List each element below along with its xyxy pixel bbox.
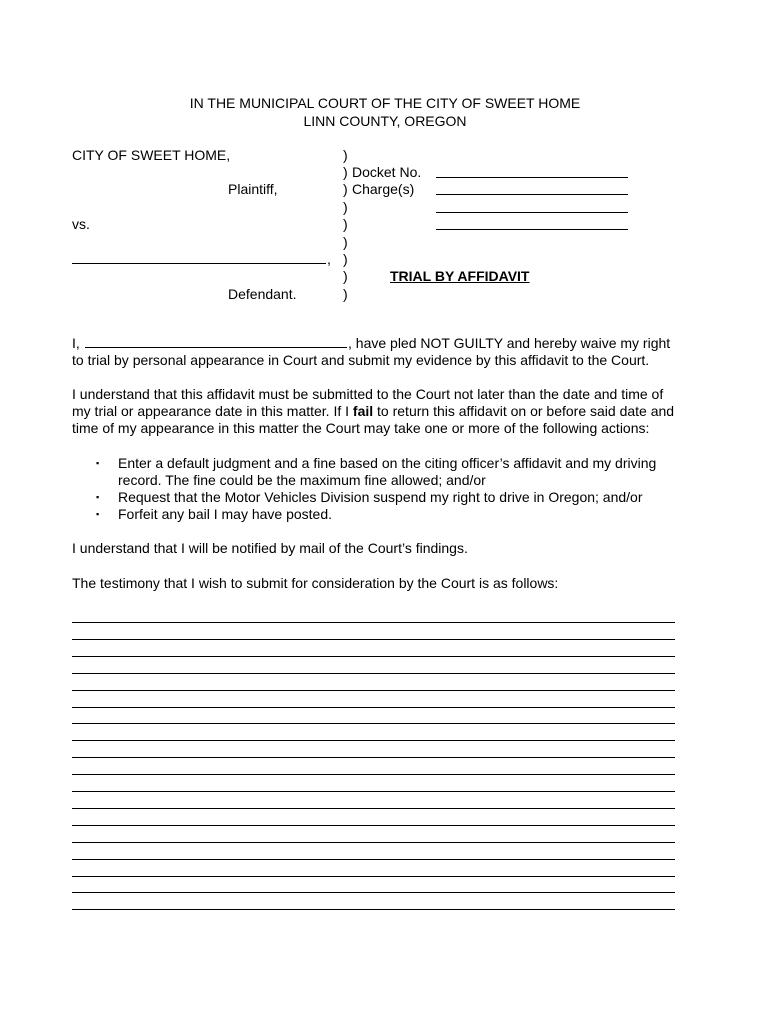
testimony-line[interactable]	[72, 723, 675, 724]
charge-field-1[interactable]	[436, 194, 628, 195]
docket-label: Docket No.	[352, 164, 422, 180]
caption-paren: )	[343, 268, 348, 284]
deadline-text-line3: time of my appearance in this matter the Court may take one or more of the following actions:	[72, 420, 650, 436]
caption-paren: )	[343, 199, 348, 215]
testimony-line[interactable]	[72, 707, 675, 708]
deadline-text-after: to return this affidavit on or before said date and	[377, 403, 675, 419]
testimony-line[interactable]	[72, 656, 675, 657]
charge-field-3[interactable]	[436, 229, 628, 230]
defendant-label: Defendant.	[228, 286, 297, 302]
bullet-text: record. The fine could be the maximum fine allowed; and/or	[118, 472, 486, 488]
fail-emphasis: fail	[352, 403, 374, 419]
caption-paren: )	[343, 234, 348, 250]
docket-number-field[interactable]	[436, 177, 628, 178]
testimony-intro: The testimony that I wish to submit for consideration by the Court is as follows:	[72, 575, 559, 591]
caption-paren: )	[343, 251, 348, 267]
testimony-line[interactable]	[72, 876, 675, 877]
court-heading: IN THE MUNICIPAL COURT OF THE CITY OF SWEET HOME	[189, 95, 581, 111]
caption-paren: )	[343, 216, 348, 232]
defendant-name-field[interactable]	[72, 263, 326, 264]
caption-paren: )	[343, 147, 348, 163]
caption-paren: )	[343, 181, 348, 197]
deadline-text-line2	[72, 403, 674, 420]
caption-paren: )	[343, 286, 348, 302]
charges-label: Charge(s)	[352, 181, 415, 197]
affiant-prefix: I,	[72, 335, 80, 351]
testimony-line[interactable]	[72, 639, 675, 640]
county-heading: LINN COUNTY, OREGON	[303, 113, 467, 129]
testimony-line[interactable]	[72, 791, 675, 792]
versus-label: vs.	[72, 216, 90, 232]
bullet-text: Forfeit any bail I may have posted.	[118, 506, 332, 522]
testimony-line[interactable]	[72, 808, 675, 809]
testimony-line[interactable]	[72, 740, 675, 741]
waiver-statement: to trial by personal appearance in Court and submit my evidence by this affidavit to the Court.	[72, 352, 650, 368]
testimony-line[interactable]	[72, 892, 675, 893]
bullet-text: Request that the Motor Vehicles Division suspend my right to drive in Oregon; and/or	[118, 489, 643, 505]
not-guilty-statement: , have pled NOT GUILTY and hereby waive my right	[348, 335, 671, 351]
testimony-line[interactable]	[72, 673, 675, 674]
bullet-icon: ▪	[96, 458, 100, 468]
testimony-line[interactable]	[72, 757, 675, 758]
plaintiff-name: CITY OF SWEET HOME,	[72, 147, 231, 163]
plaintiff-label: Plaintiff,	[228, 181, 278, 197]
deadline-text-before: my trial or appearance date in this matter. If I	[72, 403, 350, 419]
testimony-line[interactable]	[72, 909, 675, 910]
document-title: TRIAL BY AFFIDAVIT	[390, 268, 530, 284]
bullet-icon: ▪	[96, 509, 100, 519]
testimony-line[interactable]	[72, 690, 675, 691]
testimony-line[interactable]	[72, 774, 675, 775]
caption-paren: )	[343, 164, 348, 180]
testimony-line[interactable]	[72, 622, 675, 623]
charge-field-2[interactable]	[436, 212, 628, 213]
defendant-comma: ,	[327, 251, 331, 267]
bullet-text: Enter a default judgment and a fine based on the citing officer’s affidavit and my driving	[118, 455, 657, 471]
testimony-line[interactable]	[72, 842, 675, 843]
bullet-icon: ▪	[96, 492, 100, 502]
testimony-line[interactable]	[72, 859, 675, 860]
testimony-line[interactable]	[72, 825, 675, 826]
deadline-text-line1: I understand that this affidavit must be submitted to the Court not later than the date and time of	[72, 386, 664, 402]
affiant-name-field[interactable]	[85, 347, 347, 348]
notification-statement: I understand that I will be notified by mail of the Court’s findings.	[72, 540, 468, 556]
